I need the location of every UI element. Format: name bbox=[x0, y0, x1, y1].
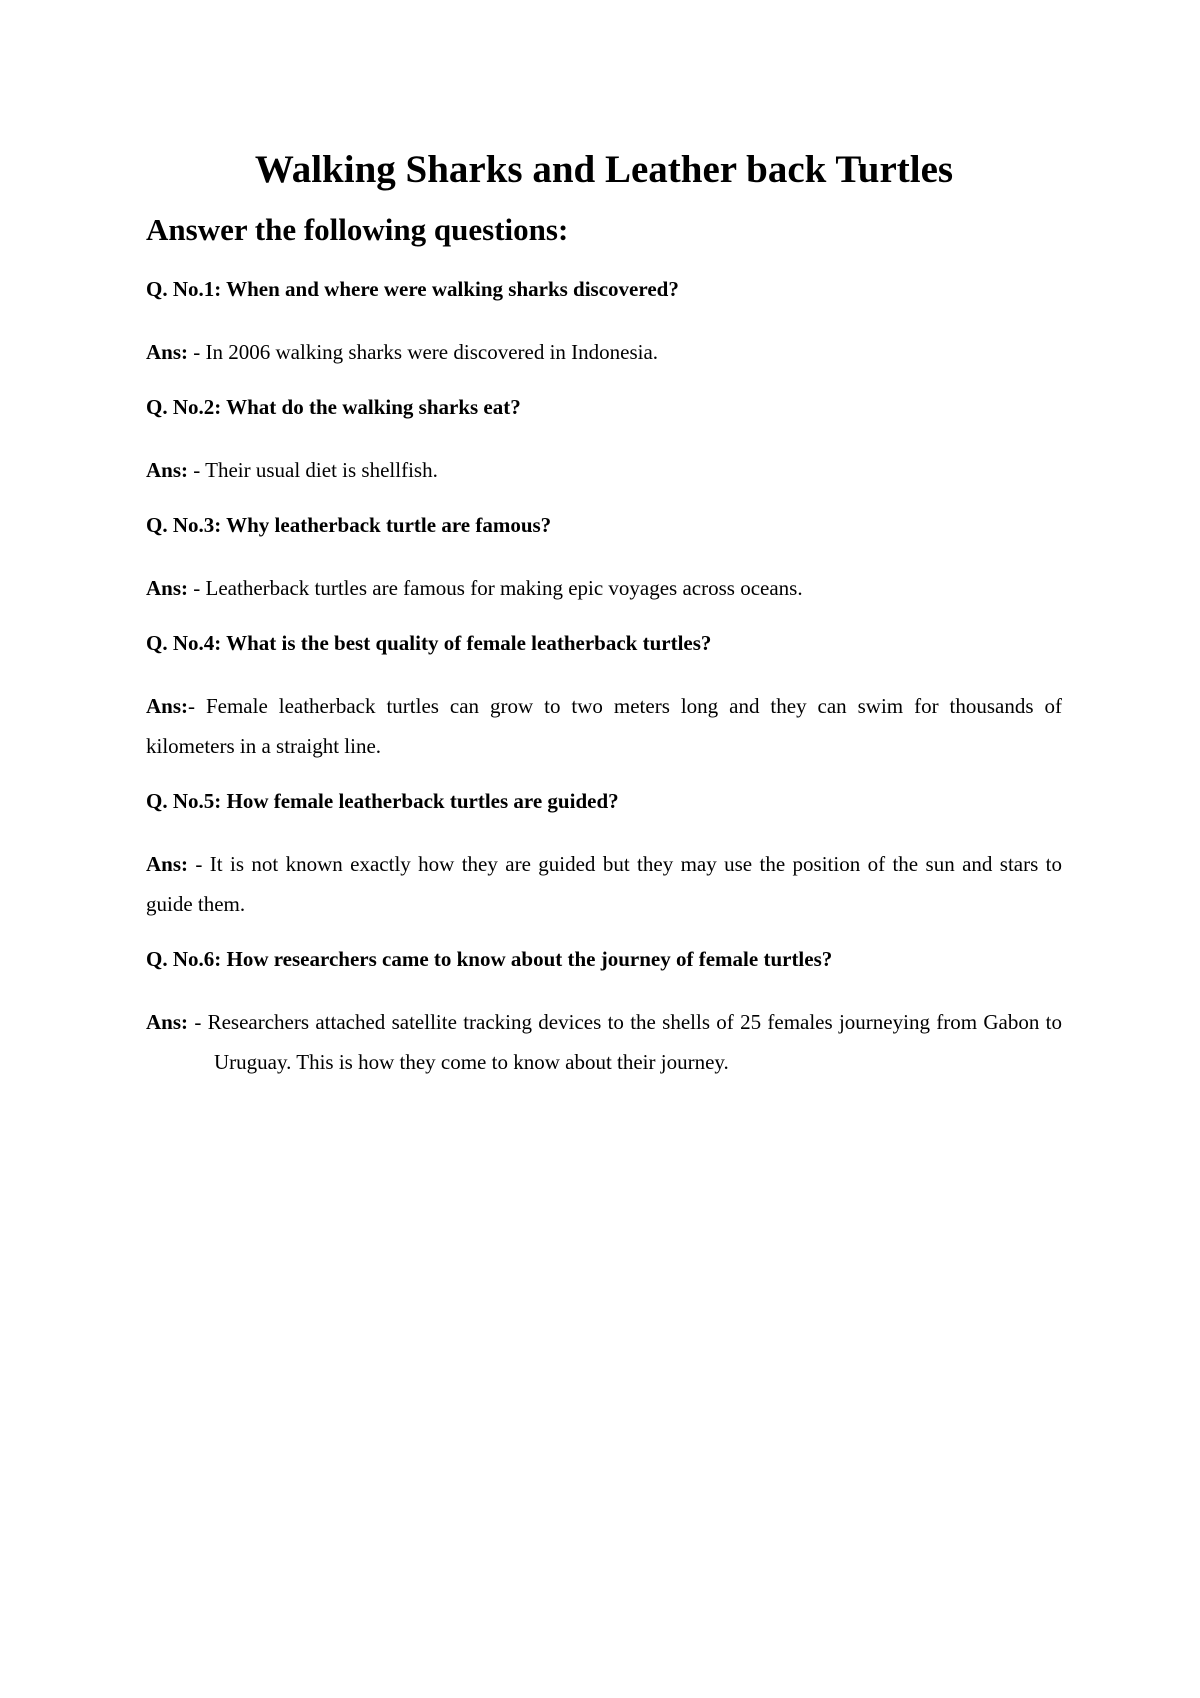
document-subtitle: Answer the following questions: bbox=[146, 212, 569, 247]
answer-text: - Female leatherback turtles can grow to two meters long and they can swim for thousands of kilometers in a straight line. bbox=[146, 694, 1062, 758]
answer-label: Ans: bbox=[146, 1010, 189, 1034]
answer-2 bbox=[146, 450, 1062, 490]
document-page bbox=[146, 140, 1062, 1102]
answer-5 bbox=[146, 844, 1062, 924]
question-4: Q. No.4: What is the best quality of female leatherback turtles? bbox=[146, 631, 712, 655]
answer-label: Ans: bbox=[146, 340, 189, 364]
question-2: Q. No.2: What do the walking sharks eat? bbox=[146, 395, 521, 419]
question-6: Q. No.6: How researchers came to know about the journey of female turtles? bbox=[146, 947, 833, 971]
answer-label: Ans: bbox=[146, 694, 189, 718]
document-title: Walking Sharks and Leather back Turtles bbox=[254, 148, 954, 191]
answer-text: - Researchers attached satellite tracking devices to the shells of 25 females journeying from Gabon to Uruguay. This is how they come to know about their journey. bbox=[188, 1010, 1062, 1074]
answer-3 bbox=[146, 568, 1062, 608]
answer-4 bbox=[146, 686, 1062, 766]
answer-text: - In 2006 walking sharks were discovered in Indonesia. bbox=[188, 340, 659, 364]
answer-6 bbox=[146, 1002, 1062, 1082]
answer-text: - It is not known exactly how they are guided but they may use the position of the sun and stars to guide them. bbox=[146, 852, 1062, 916]
answer-1 bbox=[146, 332, 1062, 372]
question-3: Q. No.3: Why leatherback turtle are famous? bbox=[146, 513, 552, 537]
answer-text: - Leatherback turtles are famous for making epic voyages across oceans. bbox=[188, 576, 803, 600]
answer-label: Ans: bbox=[146, 458, 189, 482]
question-1: Q. No.1: When and where were walking sharks discovered? bbox=[146, 277, 679, 301]
qa-list bbox=[146, 274, 1062, 1082]
question-5: Q. No.5: How female leatherback turtles are guided? bbox=[146, 789, 619, 813]
answer-label: Ans: bbox=[146, 576, 189, 600]
answer-text: - Their usual diet is shellfish. bbox=[188, 458, 438, 482]
answer-label: Ans: bbox=[146, 852, 189, 876]
